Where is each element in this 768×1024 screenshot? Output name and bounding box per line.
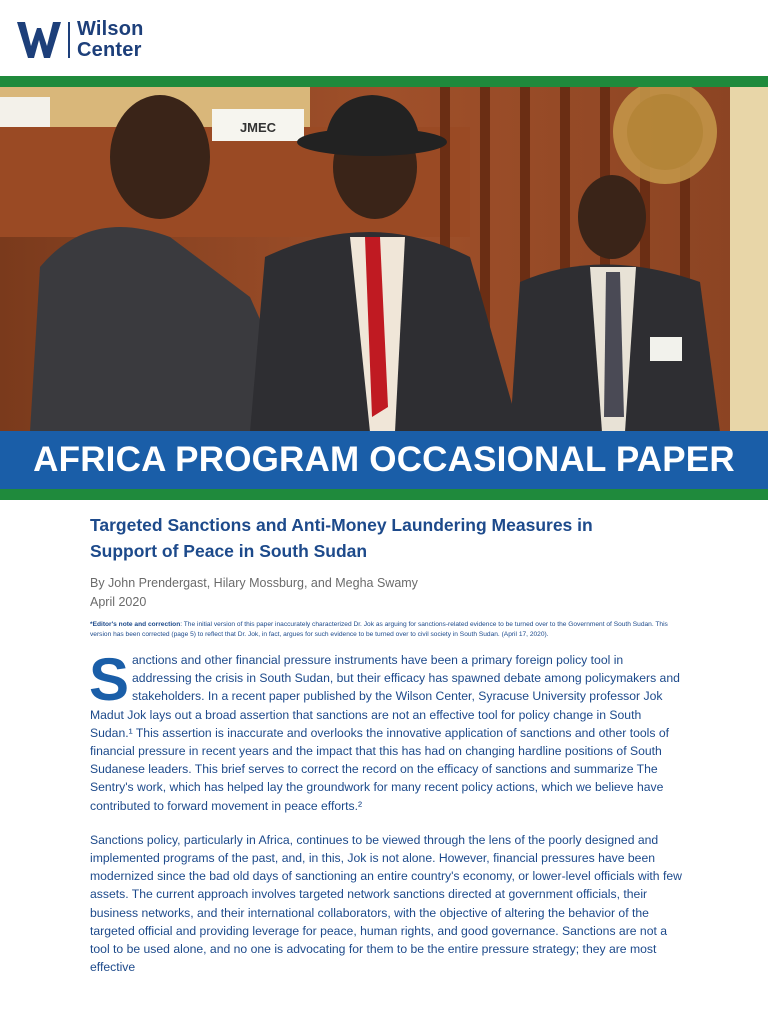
editors-note-text: : The initial version of this paper inaccurately characterized Dr. Jok as arguing for sanctions-related evidence to be turned over to the Government of South Sudan. This version has been corrected (page 5) to reflect that Dr. Jok, in fact, argues for such evidence to be turned over to civil society in South Sudan. (April 17, 2020). (90, 621, 668, 638)
logo-divider (68, 22, 70, 58)
green-band-top (0, 76, 768, 87)
paragraph-1 (89, 646, 682, 815)
editors-note-label: *Editor's note and correction (90, 621, 181, 628)
wilson-center-logo-icon[interactable] (17, 20, 61, 60)
green-band-bottom (0, 489, 768, 500)
document-title-line-2: Support of Peace in South Sudan (90, 541, 368, 561)
document-title-line-1: Targeted Sanctions and Anti-Money Laundering Measures in (90, 515, 593, 535)
paragraph-1-text: anctions and other financial pressure instruments have been a primary foreign policy tool in addressing the crisis in South Sudan, but their efficacy has spawned debate among policymakers and stakeholders. In a recent paper published by the Wilson Center, Syracuse University professor Jok Madut Jok lays out a broad assertion that sanctions are not an effective tool for policy change in South Sudan.¹ This assertion is inaccurate and overlooks the innovative application of sanctions and other tools of financial pressure in recent years and the impact that this has had on changing hardline positions of South Sudanese leaders. This brief serves to correct the record on the efficacy of sanctions and summarize The Sentry's work, which has helped lay the groundwork for many recent policy actions, which we believe have contributed to forward movement in peace efforts.² (90, 653, 680, 813)
drop-cap: S (89, 646, 130, 713)
logo-wordmark[interactable] (77, 19, 144, 61)
jmec-placard (212, 109, 304, 141)
banner (0, 431, 768, 489)
document-title (90, 512, 682, 564)
publication-date: April 2020 (90, 595, 147, 609)
editors-note (90, 620, 682, 639)
paragraph-2: Sanctions policy, particularly in Africa, continues to be viewed through the lens of the poorly designed and implemented programs of the past, and, in this, Jok is not alone. However, financial pressures have been modernized since the bad old days of sanctioning an entire country's economy, or lower-level officials with few assets. The current approach involves targeted network sanctions directed at government officials, their business networks, and their international collaborators, with the objective of altering the behavior of the targeted official and providing leverage for peace, human rights, and good governance. Sanctions are not a tool to be used alone, and no one is advocating for them to be the entire pressure strategy; they are most effective (90, 832, 682, 975)
header (0, 0, 768, 76)
logo-line-2: Center (77, 39, 142, 61)
cover-photo (0, 87, 768, 432)
authors: By John Prendergast, Hilary Mossburg, and Megha Swamy (90, 576, 418, 590)
banner-title: AFRICA PROGRAM OCCASIONAL PAPER (33, 440, 735, 479)
placard-text: JMEC (239, 120, 277, 135)
document-body (90, 512, 682, 976)
logo-line-1: Wilson (77, 18, 144, 40)
